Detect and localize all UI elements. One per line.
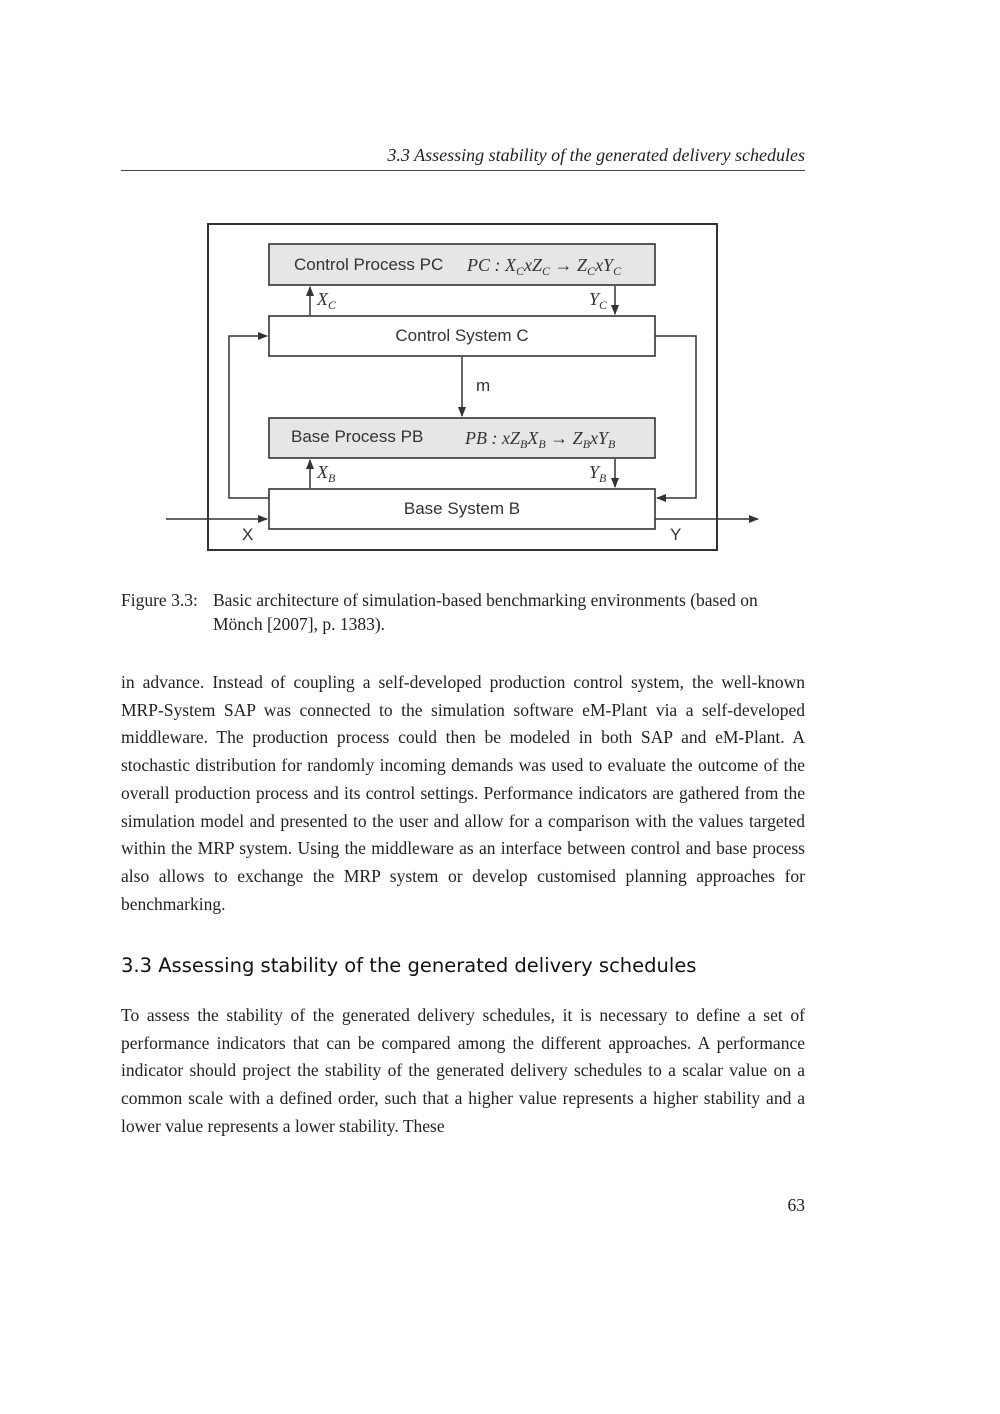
- right-feedback-arrow: [655, 336, 696, 498]
- m-label: m: [476, 376, 491, 395]
- section-heading: 3.3 Assessing stability of the generated delivery schedules: [121, 954, 697, 977]
- figure-caption: [121, 588, 805, 636]
- control-process-equation: PC : $X_CxZ_C \to Z_CxY_C$: [467, 255, 622, 278]
- base-system-label: Base System B: [403, 499, 521, 518]
- left-feedback-arrow: [229, 336, 269, 498]
- yc-label: $Y_C$: [589, 289, 608, 312]
- body-paragraph-2: To assess the stability of the generated delivery schedules, it is necessary to define a set of performance indicators that can be compared among the different approaches. A performance indicator should project the stability of the generated delivery schedules to a scalar value on a common scale with a defined order, such that a higher value represents a higher stability and a lower value represents a lower stability. These: [121, 1005, 805, 1136]
- xc-label: $X_C$: [317, 289, 337, 312]
- yb-label: $Y_B$: [589, 462, 607, 485]
- control-process-label: Control Process PC: [294, 255, 444, 274]
- xb-label: $X_B$: [317, 462, 336, 485]
- architecture-diagram: [0, 0, 1000, 600]
- figure-caption-text: Basic architecture of simulation-based benchmarking environments (based on Mönch [2007], p. 1383).: [213, 590, 758, 634]
- output-y-label: Y: [670, 525, 682, 544]
- base-process-equation: PB : $xZ_BX_B \to Z_BxY_B$: [465, 428, 616, 451]
- running-header-title: 3.3 Assessing stability of the generated delivery schedules: [387, 145, 805, 165]
- figure-caption-label: Figure 3.3:: [121, 590, 198, 610]
- base-process-label: Base Process PB: [291, 427, 424, 446]
- control-system-label: Control System C: [395, 326, 529, 345]
- figure-3-3: [0, 0, 1000, 600]
- page-number: 63: [787, 1195, 805, 1215]
- input-x-label: X: [242, 525, 254, 544]
- body-paragraph-1: in advance. Instead of coupling a self-developed production control system, the well-known MRP-System SAP was connected to the simulation software eM-Plant via a self-developed middleware. The production process could then be modeled in both SAP and eM-Plant. A stochastic distribution for randomly incoming demands was used to evaluate the outcome of the overall production process and its control settings. Performance indicators are gathered from the simulation model and presented to the user and allow for a comparison with the values targeted within the MRP system. Using the middleware as an interface between control and base process also allows to exchange the MRP system or develop customised planning approaches for benchmarking.: [121, 672, 805, 914]
